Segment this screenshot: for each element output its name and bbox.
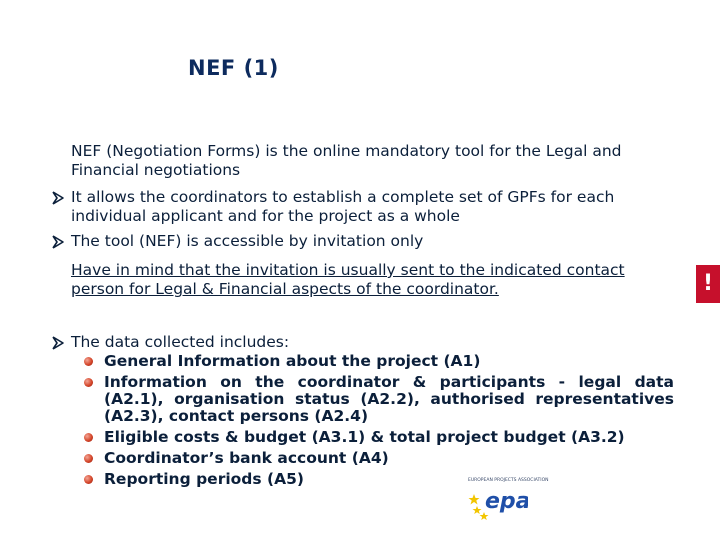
data-list [84, 353, 674, 492]
warning-icon: ! [696, 265, 720, 303]
bullet-data-collected: The data collected includes: [71, 333, 290, 351]
list-item [84, 429, 674, 446]
list-item-label: Information on the coordinator & participants - legal data (A2.1), organisation status (A2.2), authorised representatives (A2.3), contact persons (A2.4) [104, 373, 674, 425]
red-dot-icon [84, 475, 93, 484]
intro-text: NEF (Negotiation Forms) is the online mandatory tool for the Legal and Financial negotiations [71, 142, 622, 179]
svg-text:epa: epa [485, 489, 528, 514]
logo-caption: EUROPEAN PROJECTS ASSOCIATION [468, 478, 549, 483]
arrow-bullet-icon [51, 235, 65, 249]
bullet-access: The tool (NEF) is accessible by invitation only [71, 232, 424, 250]
list-item [84, 353, 674, 370]
red-dot-icon [84, 378, 93, 387]
list-item [84, 471, 674, 488]
list-item [84, 450, 674, 467]
arrow-bullet-icon [51, 191, 65, 205]
list-item-label: Coordinator’s bank account (A4) [104, 449, 389, 467]
epa-logo [468, 478, 549, 524]
list-item-label: Reporting periods (A5) [104, 470, 304, 488]
red-dot-icon [84, 357, 93, 366]
list-item-label: Eligible costs & budget (A3.1) & total project budget (A3.2) [104, 428, 625, 446]
slide-title: NEF (1) [188, 56, 279, 80]
red-dot-icon [84, 454, 93, 463]
invitation-note: Have in mind that the invitation is usually sent to the indicated contact person for Legal & Financial aspects of the coordinator. [71, 261, 625, 298]
red-dot-icon [84, 433, 93, 442]
list-item-label: General Information about the project (A1) [104, 352, 481, 370]
arrow-bullet-icon [51, 336, 65, 350]
epa-logo-icon [468, 478, 528, 524]
bullet-coordinators: It allows the coordinators to establish a complete set of GPFs for each individual applicant and for the project as a whole [71, 188, 615, 225]
list-item [84, 374, 674, 425]
